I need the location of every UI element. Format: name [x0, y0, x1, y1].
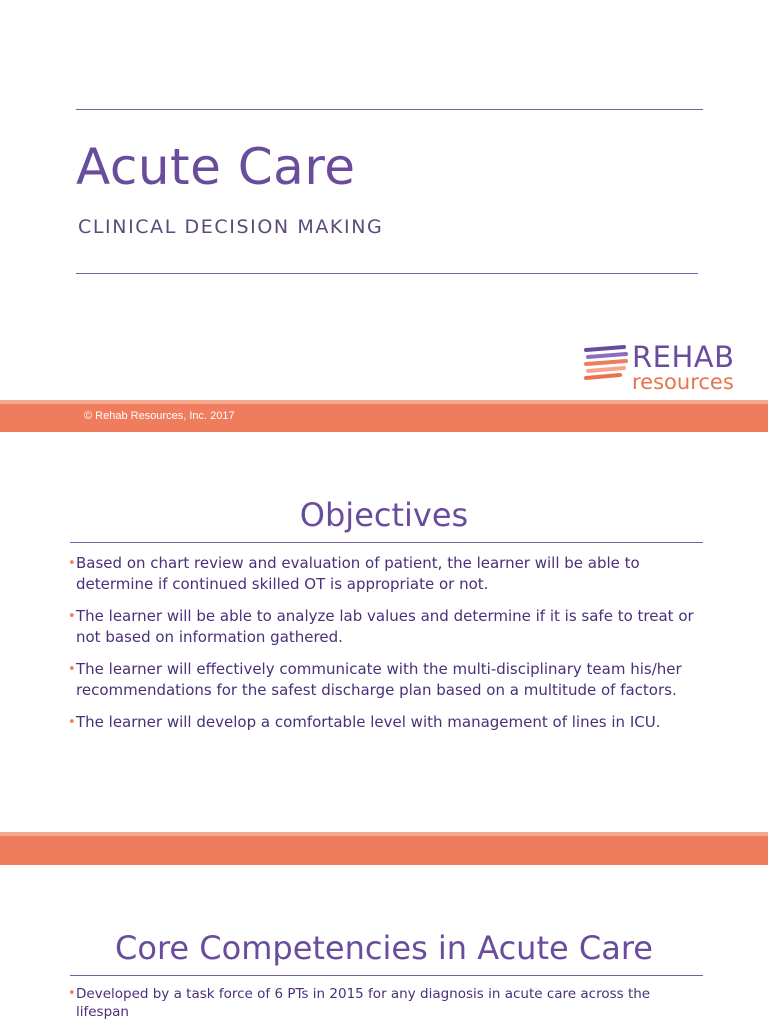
objectives-slide: [0, 432, 768, 832]
competencies-slide: [0, 865, 768, 1024]
list-item: • The learner will be able to analyze lab values and determine if it is safe to treat or not based on information gathered.: [68, 607, 694, 646]
bullet-dot: •: [68, 662, 76, 677]
list-item: • The learner will effectively communicate with the multi-disciplinary team his/her recommendations for the safest discharge plan based on a multitude of factors.: [68, 660, 682, 699]
bullet-dot: •: [68, 609, 76, 624]
bullet-dot: •: [68, 556, 76, 571]
objectives-divider: [70, 542, 703, 543]
objectives-list: [70, 553, 706, 744]
bullet-dot: •: [68, 715, 76, 730]
separator-band-highlight: [0, 832, 768, 836]
copyright-text: © Rehab Resources, Inc. 2017: [84, 410, 235, 422]
footer-band: [0, 400, 768, 432]
logo-rehab-text: REHAB: [632, 340, 735, 374]
competencies-divider: [70, 975, 703, 976]
top-divider: [76, 109, 703, 110]
slide-subtitle: CLINICAL DECISION MAKING: [78, 216, 384, 238]
list-item: • Developed by a task force of 6 PTs in 2015 for any diagnosis in acute care across the lifespan: [68, 986, 651, 1020]
title-slide: [0, 0, 768, 400]
rehab-stripes-icon: [584, 344, 630, 380]
logo-resources-text: resources: [632, 370, 734, 394]
footer-band-highlight: [0, 400, 768, 404]
list-item: • Based on chart review and evaluation of patient, the learner will be able to determine if continued skilled OT is appropriate or not.: [68, 554, 640, 593]
competencies-title: Core Competencies in Acute Care: [115, 929, 653, 967]
slide-title: Acute Care: [76, 138, 356, 196]
list-item: • The learner will develop a comfortable level with management of lines in ICU.: [68, 713, 661, 731]
bottom-divider: [76, 273, 698, 274]
bullet-dot: •: [68, 986, 76, 1001]
competencies-list: [70, 985, 706, 1032]
objectives-title: Objectives: [299, 496, 469, 534]
separator-band: [0, 832, 768, 865]
rehab-resources-logo: [584, 342, 756, 398]
